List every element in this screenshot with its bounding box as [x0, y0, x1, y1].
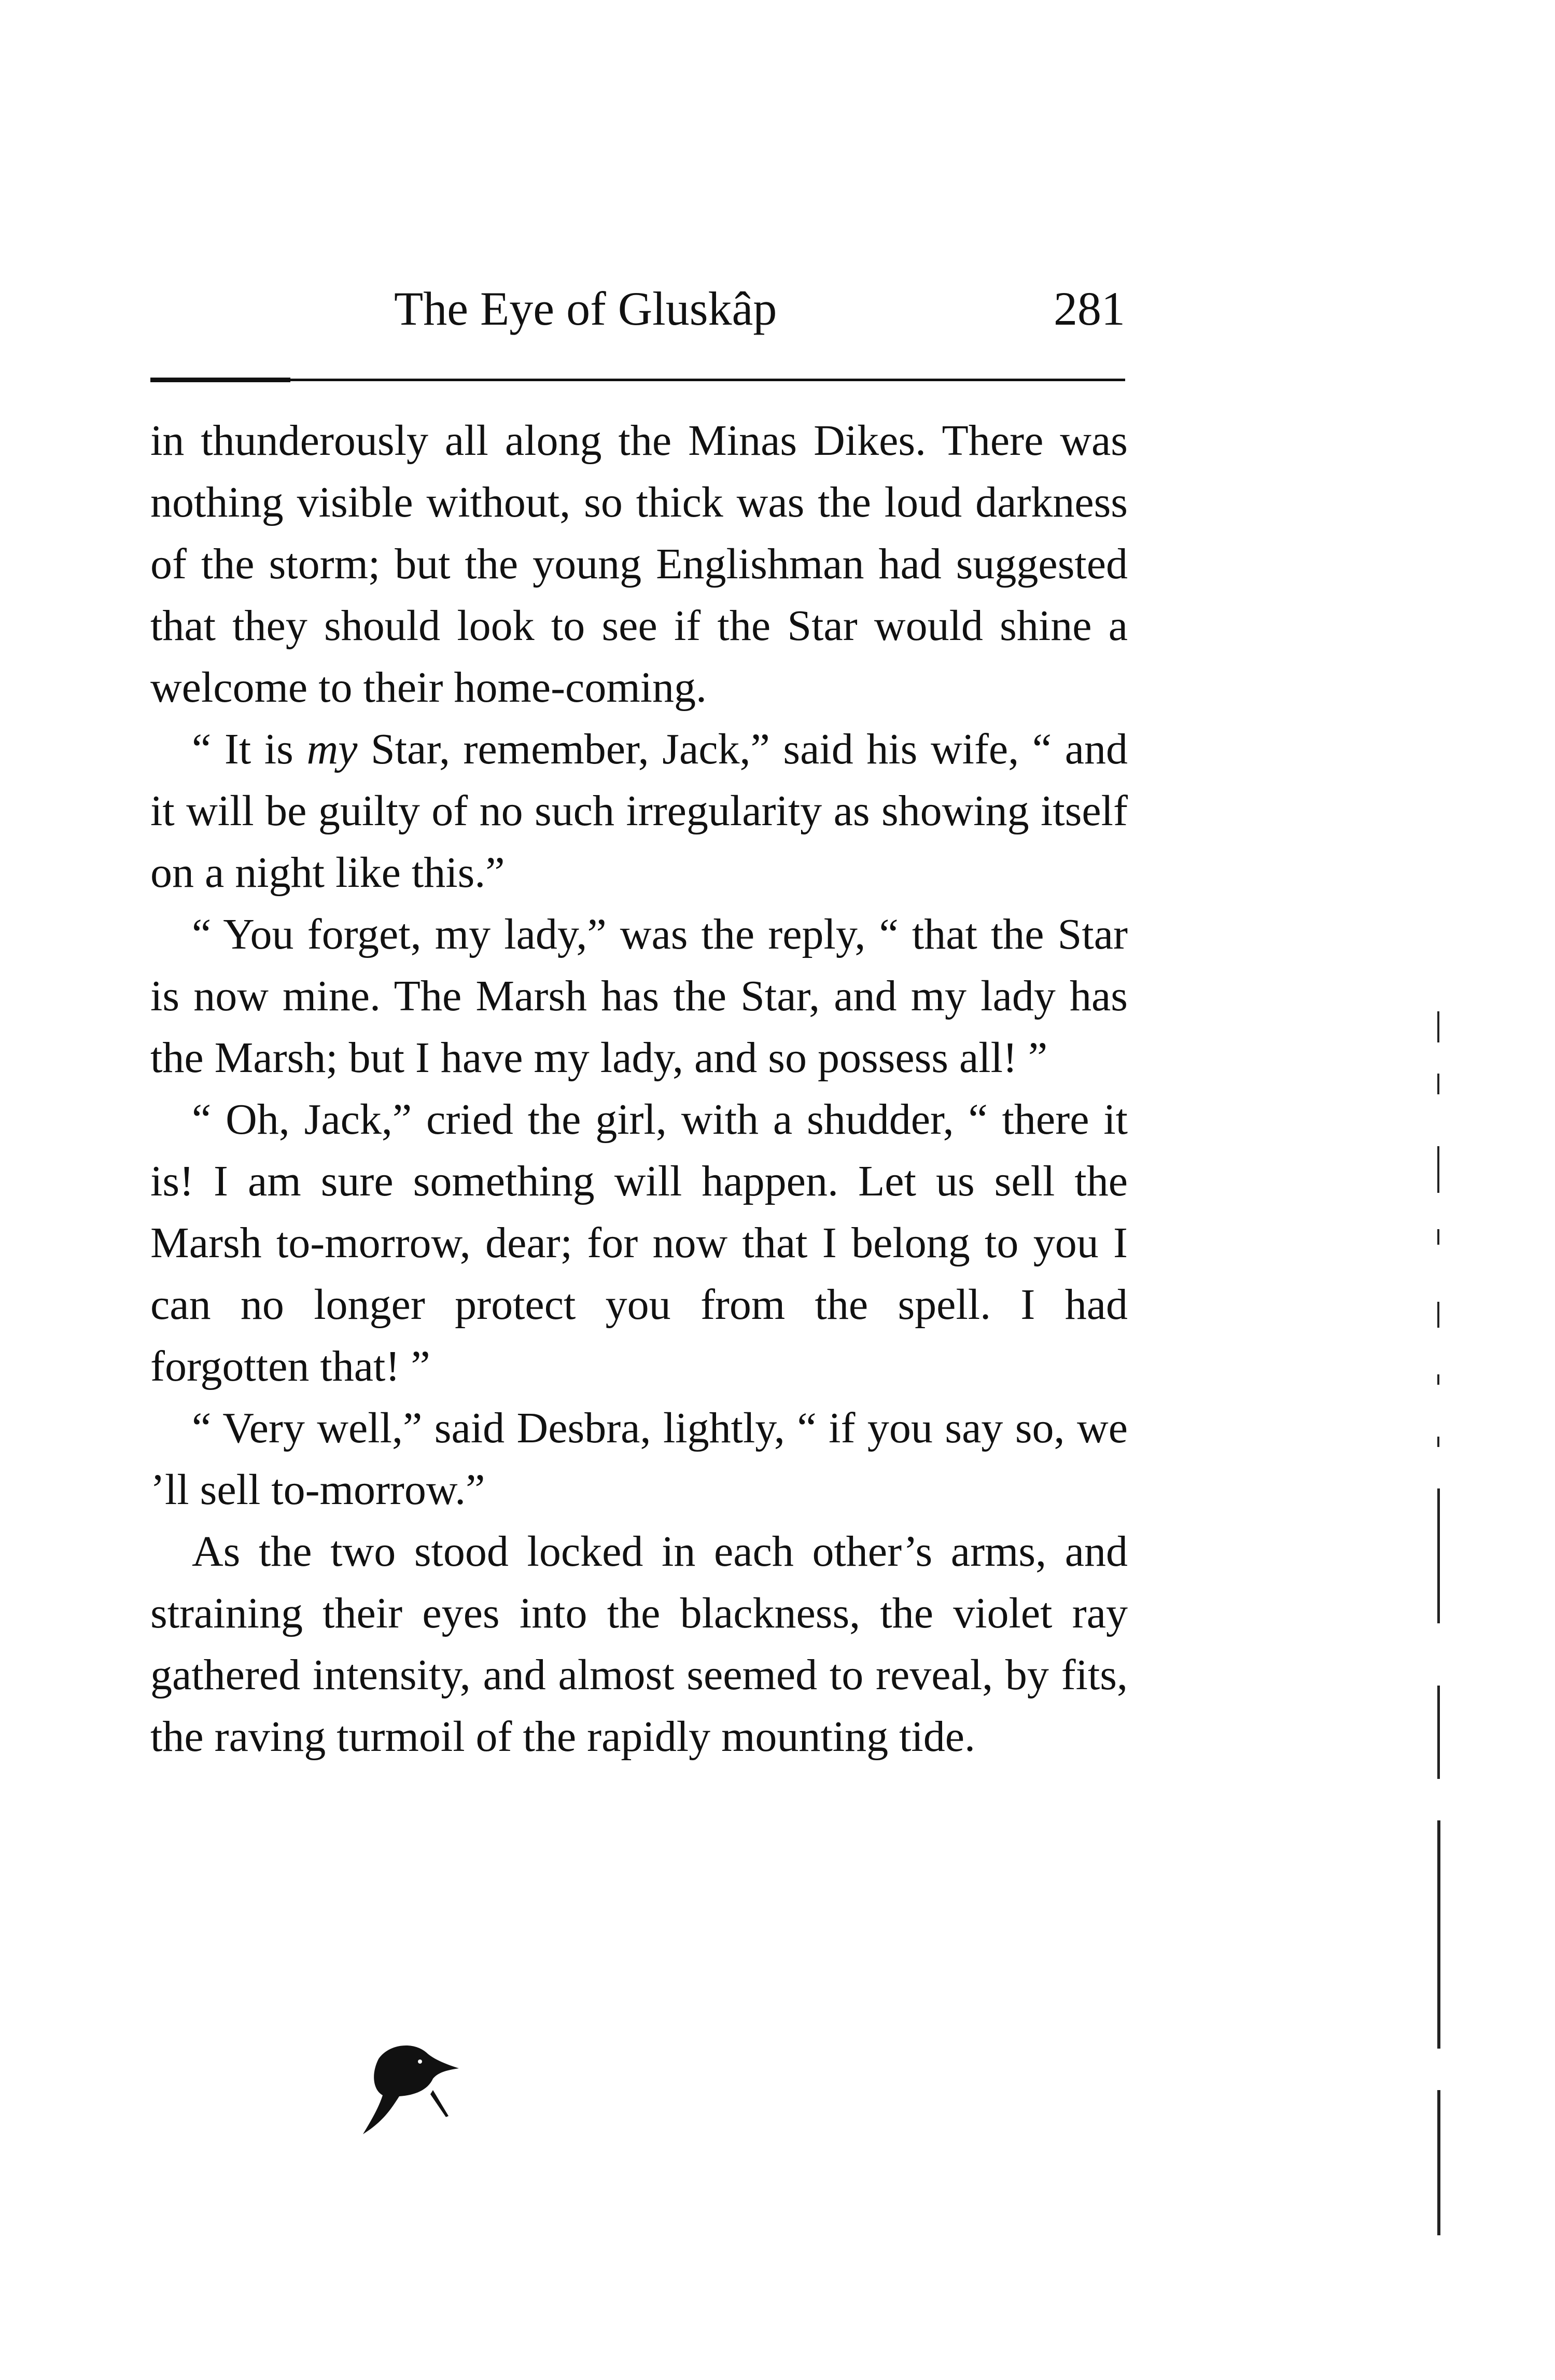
header-rule — [150, 379, 1125, 381]
body-text — [150, 410, 1128, 1767]
paragraph-2-before: “ It is — [192, 725, 307, 773]
paragraph-3: “ You forget, my lady,” was the reply, “ that the Star is now mine. The Marsh has the Star, and my lady has the Marsh; but I have my lady, and so possess all! ” — [150, 910, 1128, 1082]
page-edge-marks — [1431, 1011, 1452, 2256]
paragraph-4: “ Oh, Jack,” cried the girl, with a shudder, “ there it is! I am sure something will happen. Let us sell the Marsh to-morrow, dear; for now that I belong to you I can no longer protect you from the spell. I had forgotten that! ” — [150, 1095, 1128, 1390]
paragraph-6: As the two stood locked in each other’s arms, and straining their eyes into the blackness, the violet ray gathered intensity, and almost seemed to reveal, by fits, the raving turmoil of the rapidly mounting tide. — [150, 1527, 1128, 1761]
page-number: 281 — [1054, 282, 1125, 335]
paragraph-2-emphasis: my — [306, 725, 358, 773]
paragraph-5: “ Very well,” said Desbra, lightly, “ if you say so, we ’ll sell to-morrow.” — [150, 1404, 1128, 1514]
paragraph-1: in thunderously all along the Minas Dikes. There was nothing visible without, so thick was the loud darkness of the storm; but the young Englishman had suggested that they should look to see if the Star would shine a welcome to their home-coming. — [150, 416, 1128, 712]
paragraph-2-after: Star, remember, Jack,” said his wife, “ and it will be guilty of no such irregularity as showing itself on a night like this.” — [150, 725, 1128, 897]
bird-tailpiece-icon — [342, 2038, 467, 2142]
running-header — [150, 280, 1125, 337]
paragraph-2 — [150, 718, 1128, 903]
running-title: The Eye of Gluskâp — [394, 282, 777, 335]
